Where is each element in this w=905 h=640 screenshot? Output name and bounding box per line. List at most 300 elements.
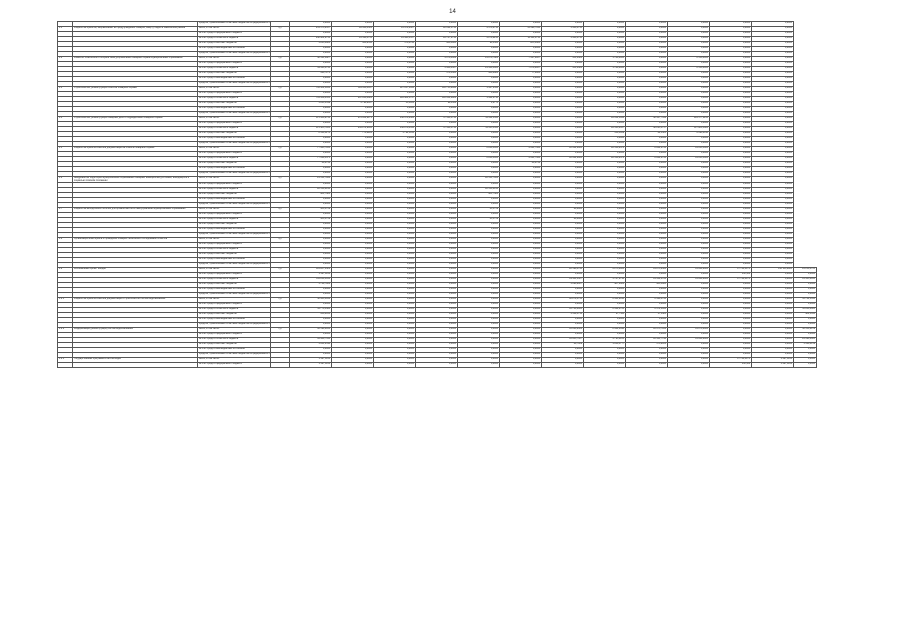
amount-cell: 0,0000 bbox=[542, 112, 584, 117]
amount-cell: 0,0000 bbox=[542, 172, 584, 177]
amount-cell: 0,0000 bbox=[332, 258, 374, 263]
amount-cell: 0,0000 bbox=[710, 147, 752, 152]
amount-cell: 0,0000 bbox=[332, 208, 374, 213]
amount-cell: 0,0000 bbox=[290, 183, 332, 188]
amount-cell: 1 769,7982 bbox=[290, 283, 332, 288]
amount-cell: 21 878,7886 bbox=[458, 57, 500, 62]
funding-source: за счет средств федерального бюджета bbox=[198, 243, 271, 248]
amount-cell: 2 200,5000 bbox=[458, 157, 500, 162]
amount-cell: 0,0000 bbox=[542, 87, 584, 92]
amount-cell: 0,0000 bbox=[290, 293, 332, 298]
amount-cell: 0,0000 bbox=[458, 323, 500, 328]
amount-cell: 0,0000 bbox=[626, 47, 668, 52]
amount-cell: 0,0000 bbox=[458, 122, 500, 127]
amount-cell: 0,0000 bbox=[458, 213, 500, 218]
funding-source: за счет средств федерального бюджета bbox=[198, 92, 271, 97]
amount-cell: 0,0000 bbox=[374, 22, 416, 27]
amount-cell: 11 415,5360 bbox=[458, 127, 500, 132]
amount-cell: 0,0000 bbox=[668, 42, 710, 47]
amount-cell: 2 556,0000 bbox=[668, 67, 710, 72]
amount-cell: 0,0000 bbox=[374, 172, 416, 177]
amount-cell: 0,0000 bbox=[542, 258, 584, 263]
funding-source: за счет средств областного бюджета bbox=[198, 67, 271, 72]
amount-cell: 0,0000 bbox=[332, 82, 374, 87]
amount-cell: 0,0000 bbox=[290, 198, 332, 203]
amount-cell: 0,0000 bbox=[668, 77, 710, 82]
amount-cell: 0,0000 bbox=[752, 348, 794, 353]
item-name: Государственная программа «Чистая вода» bbox=[73, 358, 198, 363]
funding-source: Кредиты, привлеченные областным бюджетом из федерального бюджета bbox=[198, 323, 271, 328]
amount-cell: 0,0000 bbox=[416, 208, 458, 213]
amount-cell: 0,0000 bbox=[458, 338, 500, 343]
amount-cell: 0,0000 bbox=[710, 162, 752, 167]
amount-cell: 16 005,7367 bbox=[542, 338, 584, 343]
amount-cell: 0,0000 bbox=[416, 92, 458, 97]
amount-cell: 0,0000 bbox=[542, 188, 584, 193]
amount-cell: 0,0000 bbox=[710, 97, 752, 102]
amount-cell: 0,0000 bbox=[500, 363, 542, 368]
funding-source: за счет средств федерального бюджета bbox=[198, 122, 271, 127]
amount-cell: 0,0000 bbox=[500, 218, 542, 223]
amount-cell: 0,0000 bbox=[458, 298, 500, 303]
amount-cell: 0,0000 bbox=[458, 198, 500, 203]
amount-cell: 0,0000 bbox=[458, 283, 500, 288]
amount-cell: 0,0000 bbox=[710, 32, 752, 37]
table-row bbox=[58, 363, 817, 368]
amount-cell: 24 250,4765 bbox=[794, 268, 817, 273]
amount-cell: 17 704,4170 bbox=[710, 278, 752, 283]
amount-cell: 0,0000 bbox=[332, 233, 374, 238]
amount-cell: 0,0000 bbox=[542, 92, 584, 97]
amount-cell: 0,0000 bbox=[416, 278, 458, 283]
amount-cell: 20,7669 bbox=[542, 343, 584, 348]
amount-cell: 0,0000 bbox=[710, 338, 752, 343]
amount-cell: 0,0000 bbox=[668, 188, 710, 193]
amount-cell: 0,0000 bbox=[416, 77, 458, 82]
amount-cell: 0,0000 bbox=[752, 238, 794, 243]
amount-cell: 0,0000 bbox=[374, 363, 416, 368]
amount-cell: 0,0000 bbox=[584, 188, 626, 193]
amount-cell: 0,0000 bbox=[332, 248, 374, 253]
amount-cell: 0,0000 bbox=[542, 52, 584, 57]
funding-source: за счет средств местных бюджетов bbox=[198, 253, 271, 258]
amount-cell: 0,0000 bbox=[374, 142, 416, 147]
amount-cell: 0,0000 bbox=[458, 363, 500, 368]
amount-cell: 0,0000 bbox=[584, 107, 626, 112]
amount-cell: 0,0000 bbox=[458, 52, 500, 57]
amount-cell: 0,0000 bbox=[332, 198, 374, 203]
amount-cell: 0,0000 bbox=[626, 37, 668, 42]
funding-source: за счет средств федерального бюджета bbox=[198, 62, 271, 67]
amount-cell: 0,0000 bbox=[416, 162, 458, 167]
amount-cell: 0,0000 bbox=[626, 223, 668, 228]
amount-cell: 0,0000 bbox=[710, 167, 752, 172]
amount-cell: 0,0000 bbox=[752, 333, 794, 338]
amount-cell: 0,0000 bbox=[542, 348, 584, 353]
amount-cell: 0,0000 bbox=[584, 82, 626, 87]
amount-cell: 0,0000 bbox=[626, 258, 668, 263]
amount-cell: 0,0000 bbox=[416, 293, 458, 298]
amount-cell: 0,0000 bbox=[668, 82, 710, 87]
amount-cell: 0,0000 bbox=[374, 218, 416, 223]
amount-cell: 0,0000 bbox=[500, 273, 542, 278]
amount-cell: 0,0000 bbox=[668, 32, 710, 37]
amount-cell: 4,9775 bbox=[458, 102, 500, 107]
amount-cell: 0,0000 bbox=[584, 358, 626, 363]
amount-cell: 0,0000 bbox=[752, 97, 794, 102]
amount-cell: 0,0000 bbox=[416, 358, 458, 363]
amount-cell: 0,0000 bbox=[668, 283, 710, 288]
amount-cell: 0,0000 bbox=[668, 253, 710, 258]
funding-source: за счет средств внебюджетных источников bbox=[198, 228, 271, 233]
amount-cell: 0,0000 bbox=[626, 228, 668, 233]
amount-cell: 0,0000 bbox=[626, 188, 668, 193]
amount-cell: 0,0000 bbox=[332, 47, 374, 52]
amount-cell: 20 150,8578 bbox=[584, 147, 626, 152]
item-number: 1.9.3 bbox=[58, 358, 73, 363]
amount-cell: 0,0000 bbox=[584, 263, 626, 268]
amount-cell: 0,0000 bbox=[668, 162, 710, 167]
funding-source: за счет средств местных бюджетов bbox=[198, 72, 271, 77]
amount-cell: 0,0000 bbox=[374, 193, 416, 198]
amount-cell: 0,0000 bbox=[584, 152, 626, 157]
item-name bbox=[73, 363, 198, 368]
amount-cell: 25 979,6307 bbox=[374, 27, 416, 32]
item-number: 1.5 bbox=[58, 147, 73, 152]
amount-cell: 0,0000 bbox=[584, 122, 626, 127]
amount-cell: 0,0000 bbox=[668, 353, 710, 358]
amount-cell: 0,0000 bbox=[332, 52, 374, 57]
amount-cell: 0,0000 bbox=[584, 238, 626, 243]
amount-cell: 0,0000 bbox=[542, 203, 584, 208]
amount-cell: 1 297,1126 bbox=[290, 363, 332, 368]
amount-cell: 0,0000 bbox=[458, 348, 500, 353]
funding-source: Кредиты, привлеченные областным бюджетом из федерального бюджета bbox=[198, 52, 271, 57]
amount-cell: 0,0000 bbox=[458, 233, 500, 238]
funding-source: Всего, в том числе: bbox=[198, 268, 271, 273]
amount-cell: 57,1320 bbox=[626, 313, 668, 318]
item-name: Разработка проектно-сметной документации и строительство систем водоснабжения bbox=[73, 298, 198, 303]
amount-cell: 0,0000 bbox=[668, 52, 710, 57]
amount-cell: 0,0000 bbox=[374, 67, 416, 72]
amount-cell: 0,0000 bbox=[374, 92, 416, 97]
amount-cell: 0,0000 bbox=[290, 303, 332, 308]
amount-cell: 151,4386 bbox=[542, 67, 584, 72]
amount-cell: 0,0000 bbox=[668, 97, 710, 102]
amount-cell: 12 912,6000 bbox=[542, 147, 584, 152]
amount-cell: 0,0000 bbox=[416, 298, 458, 303]
amount-cell: 0,0000 bbox=[626, 152, 668, 157]
amount-cell: 0,0000 bbox=[752, 193, 794, 198]
amount-cell: 0,0000 bbox=[752, 32, 794, 37]
amount-cell: 40 561,3927 bbox=[290, 57, 332, 62]
amount-cell: 0,0000 bbox=[500, 288, 542, 293]
amount-cell: 0,0000 bbox=[332, 32, 374, 37]
amount-cell: 0,0000 bbox=[752, 37, 794, 42]
item-number: 1.6 bbox=[58, 177, 73, 183]
amount-cell: 38 225,1757 bbox=[626, 127, 668, 132]
amount-cell: 2 431,9810 bbox=[584, 298, 626, 303]
amount-cell: 0,0000 bbox=[752, 243, 794, 248]
amount-cell: 0,0000 bbox=[668, 22, 710, 27]
amount-cell: 0,0000 bbox=[458, 263, 500, 268]
funding-source: за счет средств федерального бюджета bbox=[198, 32, 271, 37]
amount-cell: 0,0000 bbox=[542, 213, 584, 218]
amount-cell: 0,0000 bbox=[584, 333, 626, 338]
amount-cell: 0,0000 bbox=[542, 72, 584, 77]
amount-cell: 25 483,1517 bbox=[374, 37, 416, 42]
amount-cell: 0,0000 bbox=[584, 52, 626, 57]
amount-cell: 0,0000 bbox=[500, 313, 542, 318]
funding-source: Кредиты, привлеченные областным бюджетом из федерального бюджета bbox=[198, 353, 271, 358]
amount-cell: 0,0000 bbox=[626, 243, 668, 248]
amount-cell: 0,0000 bbox=[458, 152, 500, 157]
funding-source: Кредиты, привлеченные областным бюджетом из федерального бюджета bbox=[198, 22, 271, 27]
amount-cell: 0,0000 bbox=[416, 323, 458, 328]
amount-cell: 0,0000 bbox=[794, 348, 817, 353]
amount-cell: 238 682,9754 bbox=[290, 37, 332, 42]
amount-cell: 0,0000 bbox=[752, 27, 794, 32]
amount-cell: 0,0000 bbox=[458, 343, 500, 348]
amount-cell: 1 780,0000 bbox=[584, 57, 626, 62]
amount-cell: 0,0000 bbox=[710, 348, 752, 353]
amount-cell: 0,0000 bbox=[290, 112, 332, 117]
amount-cell: 36 350,8159 bbox=[794, 328, 817, 333]
amount-cell: 0,0000 bbox=[500, 203, 542, 208]
funding-source: за счет средств внебюджетных источников bbox=[198, 258, 271, 263]
funding-source: за счет средств внебюджетных источников bbox=[198, 348, 271, 353]
amount-cell: 0,0000 bbox=[332, 203, 374, 208]
amount-cell: 0,0000 bbox=[752, 303, 794, 308]
amount-cell: 126 964,1797 bbox=[374, 97, 416, 102]
amount-cell: 2 372,3400 bbox=[626, 308, 668, 313]
funding-source: за счет средств федерального бюджета bbox=[198, 273, 271, 278]
amount-cell: 0,0000 bbox=[458, 258, 500, 263]
amount-cell: 0,0000 bbox=[668, 183, 710, 188]
amount-cell: 0,0000 bbox=[374, 323, 416, 328]
amount-cell: 0,0000 bbox=[710, 213, 752, 218]
amount-cell: 0,0000 bbox=[542, 243, 584, 248]
amount-cell: 0,0000 bbox=[290, 122, 332, 127]
amount-cell: 127 017,3610 bbox=[374, 87, 416, 92]
amount-cell: 14 089,9900 bbox=[668, 338, 710, 343]
amount-cell: 58 903,3942 bbox=[290, 298, 332, 303]
amount-cell: 0,0000 bbox=[710, 308, 752, 313]
amount-cell: 6 696,6410 bbox=[668, 132, 710, 137]
amount-cell: 0,0000 bbox=[710, 218, 752, 223]
amount-cell: 0,0000 bbox=[668, 92, 710, 97]
amount-cell: 0,0000 bbox=[668, 203, 710, 208]
amount-cell: 0,0000 bbox=[542, 358, 584, 363]
amount-cell: 0,0000 bbox=[752, 62, 794, 67]
amount-cell: 0,0000 bbox=[500, 82, 542, 87]
amount-cell: 53,1813 bbox=[374, 102, 416, 107]
amount-cell: 0,0000 bbox=[416, 233, 458, 238]
funding-source: Кредиты, привлеченные областным бюджетом из федерального бюджета bbox=[198, 263, 271, 268]
amount-cell: 1 297,1126 bbox=[752, 363, 794, 368]
item-number: 1.1 bbox=[58, 27, 73, 32]
amount-cell: 0,0000 bbox=[290, 238, 332, 243]
amount-cell: 0,0000 bbox=[374, 258, 416, 263]
amount-cell: 0,0000 bbox=[374, 253, 416, 258]
amount-cell: 0,0000 bbox=[710, 263, 752, 268]
amount-cell: 916,0454 bbox=[290, 313, 332, 318]
amount-cell: 0,0000 bbox=[710, 293, 752, 298]
amount-cell: 0,0000 bbox=[668, 167, 710, 172]
item-name: Модернизация (реконструкция) систем водоснабжения bbox=[73, 328, 198, 333]
amount-cell: 0,0000 bbox=[752, 142, 794, 147]
item-code: (2) bbox=[271, 238, 290, 243]
amount-cell: 0,0000 bbox=[500, 333, 542, 338]
amount-cell: 0,0000 bbox=[542, 132, 584, 137]
amount-cell: 0,0000 bbox=[458, 313, 500, 318]
amount-cell: 0,0000 bbox=[290, 142, 332, 147]
amount-cell: 0,0000 bbox=[374, 273, 416, 278]
amount-cell: 0,0000 bbox=[416, 157, 458, 162]
amount-cell: 0,0000 bbox=[752, 92, 794, 97]
amount-cell: 0,0000 bbox=[458, 167, 500, 172]
amount-cell: 0,0000 bbox=[584, 288, 626, 293]
amount-cell: 0,0000 bbox=[458, 278, 500, 283]
amount-cell: 0,0000 bbox=[458, 253, 500, 258]
amount-cell: 0,0000 bbox=[332, 348, 374, 353]
amount-cell: 0,0000 bbox=[500, 167, 542, 172]
item-code: (1) bbox=[271, 298, 290, 303]
amount-cell: 0,0000 bbox=[500, 338, 542, 343]
amount-cell: 0,0000 bbox=[458, 112, 500, 117]
amount-cell: 0,0000 bbox=[332, 107, 374, 112]
amount-cell: 1 297,1126 bbox=[290, 273, 332, 278]
amount-cell: 0,0000 bbox=[500, 193, 542, 198]
amount-cell: 0,0000 bbox=[668, 208, 710, 213]
amount-cell: 0,0000 bbox=[626, 122, 668, 127]
amount-cell: 0,0000 bbox=[500, 213, 542, 218]
amount-cell: 0,0000 bbox=[752, 233, 794, 238]
amount-cell: 0,0000 bbox=[584, 47, 626, 52]
amount-cell: 0,0000 bbox=[626, 107, 668, 112]
amount-cell: 0,0000 bbox=[500, 243, 542, 248]
amount-cell: 0,0000 bbox=[752, 208, 794, 213]
amount-cell: 0,0000 bbox=[416, 62, 458, 67]
amount-cell: 0,0000 bbox=[374, 278, 416, 283]
funding-source: Всего, в том числе: bbox=[198, 87, 271, 92]
amount-cell: 0,0000 bbox=[332, 218, 374, 223]
amount-cell: 18 279,5754 bbox=[542, 298, 584, 303]
amount-cell: 17 704,4170 bbox=[710, 268, 752, 273]
amount-cell: 0,0000 bbox=[668, 273, 710, 278]
amount-cell: 0,0000 bbox=[374, 223, 416, 228]
amount-cell: 0,0000 bbox=[332, 162, 374, 167]
amount-cell: 0,0000 bbox=[710, 112, 752, 117]
amount-cell: 0,0000 bbox=[374, 107, 416, 112]
amount-cell: 0,0000 bbox=[332, 338, 374, 343]
amount-cell: 0,0000 bbox=[542, 152, 584, 157]
amount-cell: 77 985,7433 bbox=[290, 147, 332, 152]
funding-source: Всего, в том числе: bbox=[198, 238, 271, 243]
amount-cell: 0,0000 bbox=[416, 22, 458, 27]
amount-cell: 0,0000 bbox=[794, 358, 817, 363]
amount-cell: 0,0000 bbox=[332, 303, 374, 308]
amount-cell: 0,0000 bbox=[668, 152, 710, 157]
amount-cell: 0,0000 bbox=[668, 243, 710, 248]
amount-cell: 0,0000 bbox=[626, 102, 668, 107]
amount-cell: 3 908,3307 bbox=[416, 67, 458, 72]
amount-cell: 0,0000 bbox=[500, 228, 542, 233]
amount-cell: 0,0000 bbox=[794, 288, 817, 293]
item-number: 1.9.2 bbox=[58, 328, 73, 333]
amount-cell: 11 498,7350 bbox=[500, 27, 542, 32]
amount-cell: 0,0000 bbox=[374, 157, 416, 162]
amount-cell: 0,0000 bbox=[584, 203, 626, 208]
item-number: 1.4 bbox=[58, 117, 73, 122]
funding-source: за счет средств местных бюджетов bbox=[198, 102, 271, 107]
amount-cell: 0,0000 bbox=[584, 218, 626, 223]
amount-cell: 0,0000 bbox=[332, 238, 374, 243]
funding-source: за счет средств внебюджетных источников bbox=[198, 137, 271, 142]
amount-cell: 0,0000 bbox=[500, 323, 542, 328]
amount-cell: 111 200,5414 bbox=[290, 278, 332, 283]
funding-source: Всего, в том числе: bbox=[198, 328, 271, 333]
funding-source: Всего, в том числе: bbox=[198, 177, 271, 183]
amount-cell: 0,0000 bbox=[584, 303, 626, 308]
amount-cell: 0,0000 bbox=[500, 293, 542, 298]
amount-cell: 14 089,9900 bbox=[668, 268, 710, 273]
amount-cell: 0,0000 bbox=[668, 137, 710, 142]
item-name: Организация мониторинга и проведения пожарно-технических обследований объектов bbox=[73, 238, 198, 243]
amount-cell: 0,0000 bbox=[584, 323, 626, 328]
amount-cell: 0,0000 bbox=[542, 353, 584, 358]
amount-cell: 0,0000 bbox=[584, 208, 626, 213]
amount-cell: 0,0000 bbox=[752, 137, 794, 142]
amount-cell: 0,0000 bbox=[290, 213, 332, 218]
amount-cell: 0,0000 bbox=[542, 82, 584, 87]
amount-cell: 0,0000 bbox=[374, 343, 416, 348]
item-name: Разработка методических пособий для органов местного самоуправления муниципальных образований bbox=[73, 208, 198, 213]
funding-source: Всего, в том числе: bbox=[198, 147, 271, 152]
amount-cell: 0,0000 bbox=[710, 198, 752, 203]
amount-cell: 0,0000 bbox=[752, 162, 794, 167]
item-code: (2) bbox=[271, 177, 290, 183]
amount-cell: 0,0000 bbox=[752, 278, 794, 283]
amount-cell: 0,0000 bbox=[668, 218, 710, 223]
amount-cell: 0,0000 bbox=[416, 268, 458, 273]
amount-cell: 0,0000 bbox=[458, 223, 500, 228]
amount-cell: 0,0000 bbox=[584, 22, 626, 27]
amount-cell: 1 792,1950 bbox=[374, 132, 416, 137]
amount-cell: 0,0000 bbox=[416, 107, 458, 112]
amount-cell: 0,0000 bbox=[374, 198, 416, 203]
amount-cell: 67,7110 bbox=[584, 313, 626, 318]
item-name: Строительство, реконструкция пожарных депо и подразделений пожарной охраны bbox=[73, 117, 198, 122]
amount-cell: 0,0000 bbox=[332, 288, 374, 293]
amount-cell: 130,112 bbox=[710, 273, 752, 278]
amount-cell: 0,0000 bbox=[416, 203, 458, 208]
amount-cell: 0,0000 bbox=[668, 343, 710, 348]
amount-cell: 0,0000 bbox=[752, 343, 794, 348]
amount-cell: 35 762,3658 bbox=[794, 298, 817, 303]
amount-cell: 0,0000 bbox=[416, 137, 458, 142]
amount-cell: 0,0000 bbox=[626, 87, 668, 92]
amount-cell: 0,0000 bbox=[416, 223, 458, 228]
amount-cell: 0,0000 bbox=[626, 293, 668, 298]
amount-cell: 0,0000 bbox=[626, 32, 668, 37]
amount-cell: 0,0000 bbox=[416, 147, 458, 152]
amount-cell: 0,0000 bbox=[752, 127, 794, 132]
amount-cell: 0,0000 bbox=[752, 213, 794, 218]
funding-source: Всего, в том числе: bbox=[198, 27, 271, 32]
amount-cell: 170,1300 bbox=[416, 72, 458, 77]
amount-cell: 0,0000 bbox=[500, 258, 542, 263]
